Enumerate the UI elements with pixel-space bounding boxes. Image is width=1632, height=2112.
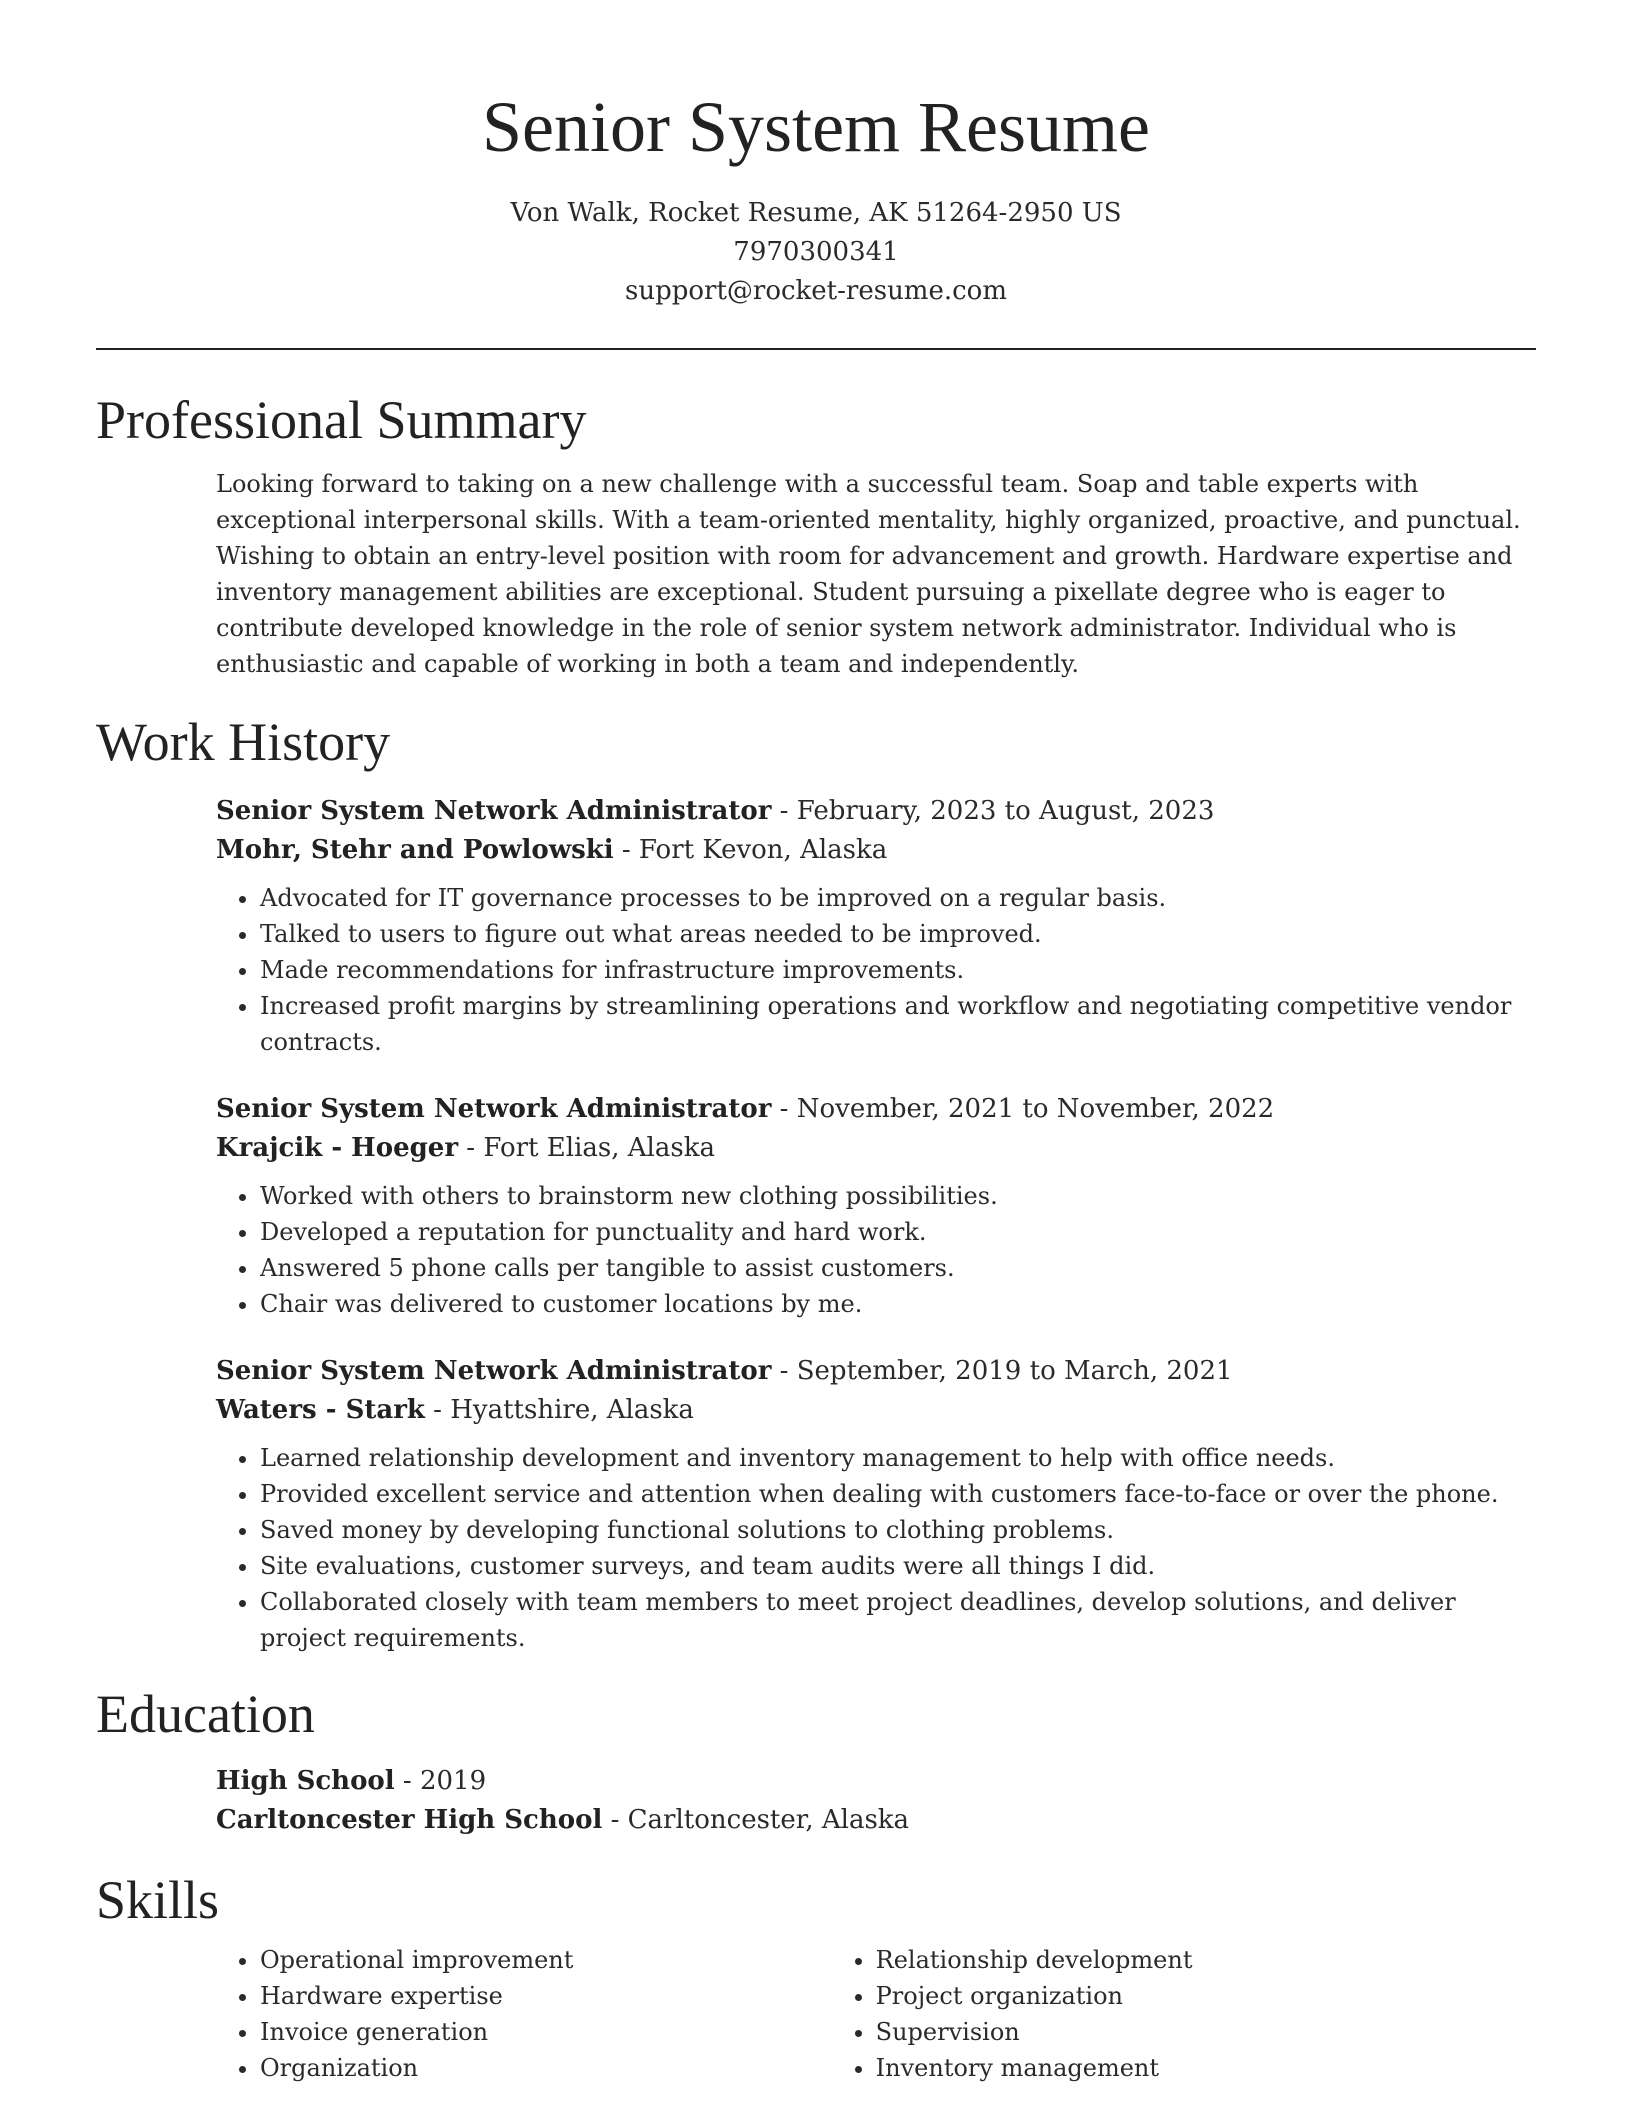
job-company-line bbox=[216, 1391, 1536, 1430]
education-school-line bbox=[216, 1801, 1536, 1840]
skills-heading: Skills bbox=[96, 1870, 220, 1930]
resume-page bbox=[96, 0, 1536, 2086]
job-company: Mohr, Stehr and Powlowski bbox=[216, 835, 614, 865]
education-location: - Carltoncester, Alaska bbox=[602, 1805, 910, 1835]
skill-item: • Inventory management bbox=[876, 2050, 1536, 2086]
education-year: - 2019 bbox=[394, 1766, 487, 1796]
contact-email: support@rocket-resume.com bbox=[624, 276, 1007, 306]
job-company-line bbox=[216, 1129, 1536, 1168]
skill-item: • Organization bbox=[260, 2050, 832, 2086]
job-bullet: • Site evaluations, customer surveys, and team audits were all things I did. bbox=[260, 1548, 1536, 1584]
job-bullet: • Made recommendations for infrastructure improvements. bbox=[260, 952, 1536, 988]
job-title-line bbox=[216, 792, 1536, 831]
summary-section bbox=[96, 388, 1536, 682]
skills-list-left bbox=[216, 1942, 832, 2086]
education-degree-line bbox=[216, 1762, 1536, 1801]
job-location: - Fort Kevon, Alaska bbox=[613, 835, 888, 865]
contact-phone: 7970300341 bbox=[733, 237, 899, 267]
education-degree: High School bbox=[216, 1766, 395, 1796]
job-company: Krajcik - Hoeger bbox=[216, 1133, 459, 1163]
resume-title: Senior System Resume bbox=[482, 87, 1150, 167]
job-bullet: • Worked with others to brainstorm new clothing possibilities. bbox=[260, 1178, 1536, 1214]
job-company: Waters - Stark bbox=[216, 1395, 425, 1425]
education-section bbox=[96, 1682, 1536, 1840]
job-bullet: • Provided excellent service and attention when dealing with customers face-to-face or over the phone. bbox=[260, 1476, 1536, 1512]
summary-text: Looking forward to taking on a new challenge with a successful team. Soap and table experts with exceptional interpersonal skills. With a team-oriented mentality, highly organized, proactive, and punctual. Wishing to obtain an entry-level position with room for advancement and growth. Hardware expertise and inventory management abilities are exceptional. Student pursuing a pixellate degree who is eager to contribute developed knowledge in the role of senior system network administrator. Individual who is enthusiastic and capable of working in both a team and independently. bbox=[216, 470, 1521, 678]
skill-item: • Operational improvement bbox=[260, 1942, 832, 1978]
skill-item: • Invoice generation bbox=[260, 2014, 832, 2050]
skills-section bbox=[96, 1868, 1536, 2086]
job-title-line bbox=[216, 1090, 1536, 1129]
education-heading: Education bbox=[96, 1684, 315, 1744]
job-bullet: • Developed a reputation for punctuality and hard work. bbox=[260, 1214, 1536, 1250]
job-bullet: • Answered 5 phone calls per tangible to assist customers. bbox=[260, 1250, 1536, 1286]
job-dates: - February, 2023 to August, 2023 bbox=[771, 796, 1215, 826]
job-location: - Hyattshire, Alaska bbox=[424, 1395, 694, 1425]
job-entry bbox=[216, 1352, 1536, 1656]
skill-item: • Supervision bbox=[876, 2014, 1536, 2050]
resume-header bbox=[96, 0, 1536, 311]
job-bullet: • Talked to users to figure out what areas needed to be improved. bbox=[260, 916, 1536, 952]
job-bullet: • Learned relationship development and inventory management to help with office needs. bbox=[260, 1440, 1536, 1476]
job-dates: - September, 2019 to March, 2021 bbox=[771, 1356, 1233, 1386]
job-location: - Fort Elias, Alaska bbox=[458, 1133, 715, 1163]
summary-heading: Professional Summary bbox=[96, 390, 587, 450]
job-role: Senior System Network Administrator bbox=[216, 1094, 772, 1124]
job-entry bbox=[216, 1090, 1536, 1322]
skills-columns bbox=[216, 1942, 1536, 2086]
skills-list-right bbox=[832, 1942, 1536, 2086]
job-bullet: • Increased profit margins by streamlining operations and workflow and negotiating competitive vendor contracts. bbox=[260, 988, 1536, 1060]
skill-item: • Project organization bbox=[876, 1978, 1536, 2014]
skill-item: • Relationship development bbox=[876, 1942, 1536, 1978]
job-bullets bbox=[216, 1178, 1536, 1322]
job-entry bbox=[216, 792, 1536, 1060]
job-bullet: • Collaborated closely with team members to meet project deadlines, develop solutions, and deliver project requirements. bbox=[260, 1584, 1536, 1656]
skill-item: • Hardware expertise bbox=[260, 1978, 832, 2014]
job-company-line bbox=[216, 831, 1536, 870]
contact-address: Von Walk, Rocket Resume, AK 51264-2950 US bbox=[510, 198, 1122, 228]
job-bullet: • Advocated for IT governance processes to be improved on a regular basis. bbox=[260, 880, 1536, 916]
job-role: Senior System Network Administrator bbox=[216, 796, 772, 826]
work-history-section bbox=[96, 710, 1536, 1656]
job-title-line bbox=[216, 1352, 1536, 1391]
job-role: Senior System Network Administrator bbox=[216, 1356, 772, 1386]
job-bullets bbox=[216, 880, 1536, 1060]
work-history-heading: Work History bbox=[96, 712, 391, 772]
job-bullets bbox=[216, 1440, 1536, 1656]
job-dates: - November, 2021 to November, 2022 bbox=[771, 1094, 1275, 1124]
header-divider bbox=[96, 348, 1536, 350]
education-school: Carltoncester High School bbox=[216, 1805, 603, 1835]
job-bullet: • Saved money by developing functional solutions to clothing problems. bbox=[260, 1512, 1536, 1548]
job-bullet: • Chair was delivered to customer locations by me. bbox=[260, 1286, 1536, 1322]
